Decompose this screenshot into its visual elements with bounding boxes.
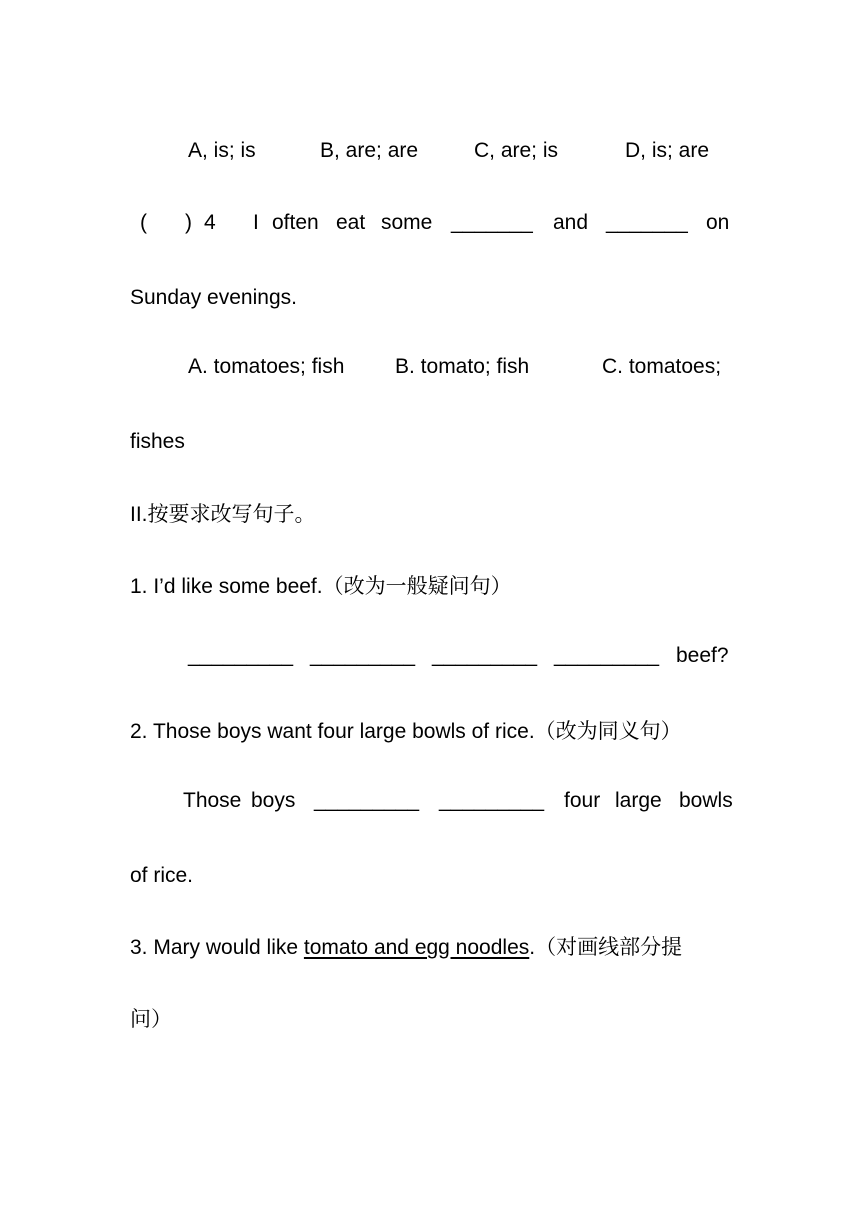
q4-word: I	[253, 211, 259, 234]
q4-number: 4	[204, 211, 216, 234]
exercise-3-prompt	[130, 933, 732, 963]
q4-word-on: on	[706, 211, 730, 234]
q4-word-and: and	[553, 211, 589, 234]
section-heading: II.按要求改写句子。	[130, 503, 316, 526]
q3-option-a: A, is; is	[188, 139, 256, 162]
answer-blank: _________	[188, 644, 294, 667]
q3-option-c: C, are; is	[474, 139, 559, 162]
answer-word: bowls	[679, 789, 733, 812]
answer-blank: _________	[439, 789, 545, 812]
q4-option-b: B. tomato; fish	[395, 355, 530, 378]
answer-blank: _________	[314, 789, 420, 812]
q4-blank-2: _______	[606, 211, 688, 234]
underlined-phrase: tomato and egg noodles	[303, 936, 530, 959]
q4-stem-continuation: Sunday evenings.	[130, 286, 297, 309]
q4-option-c: C. tomatoes;	[602, 355, 722, 378]
exercise-1-prompt: 1. I’d like some beef.（改为一般疑问句）	[130, 575, 512, 598]
q4-word: often	[272, 211, 319, 234]
prompt-instruction: .（对画线部分提	[529, 936, 683, 959]
exercise-3-prompt-continuation: 问）	[130, 1008, 172, 1031]
answer-end-word: beef?	[676, 644, 729, 667]
answer-word: Those	[183, 789, 242, 812]
answer-word: four	[564, 789, 601, 812]
answer-blank: _________	[310, 644, 416, 667]
exercise-2-prompt: 2. Those boys want four large bowls of rice.（改为同义句）	[130, 720, 682, 743]
answer-blank: _________	[432, 644, 538, 667]
q4-option-c-continuation: fishes	[130, 430, 185, 453]
q4-paren-open: (	[140, 211, 147, 234]
prompt-text: 3. Mary would like	[130, 936, 304, 959]
q3-option-b: B, are; are	[320, 139, 419, 162]
q4-paren-close: )	[185, 211, 192, 234]
exercise-2-answer-continuation: of rice.	[130, 864, 194, 887]
q4-option-a: A. tomatoes; fish	[188, 355, 345, 378]
answer-word: boys	[251, 789, 296, 812]
answer-word: large	[615, 789, 662, 812]
q4-word: some	[381, 211, 433, 234]
q4-word: eat	[336, 211, 366, 234]
q3-option-d: D, is; are	[625, 139, 710, 162]
q4-blank-1: _______	[451, 211, 533, 234]
answer-blank: _________	[554, 644, 660, 667]
